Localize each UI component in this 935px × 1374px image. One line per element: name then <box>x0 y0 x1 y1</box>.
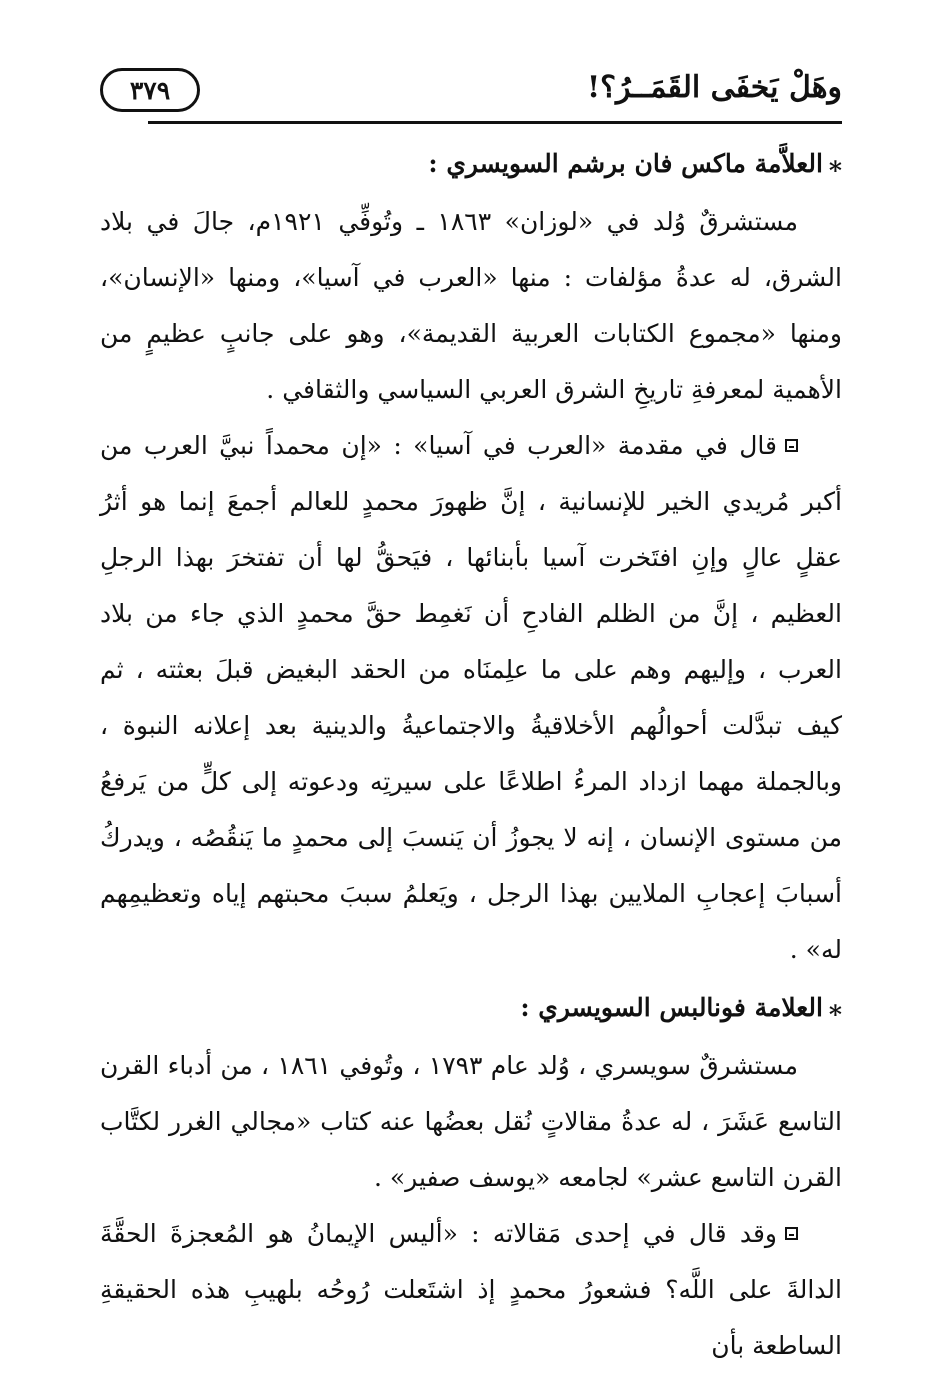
star-bullet-icon: ⁎ <box>828 993 842 1022</box>
biography-paragraph: مستشرقٌ سويسري ، وُلد عام ١٧٩٣ ، وتُوفي ١٨٦١ ، من أدباء القرن التاسع عَشَرَ ، له عدةُ مقالاتٍ نُقل بعضُها عنه كتاب «مجالي الغرر لكتَّاب القرن التاسع عشر» لجامعه «يوسف صفير» . <box>100 1051 842 1192</box>
section-heading <box>100 978 842 1038</box>
section-heading-text: العلاَّمة ماكس فان برشم السويسري : <box>428 149 823 178</box>
page-header <box>100 58 842 124</box>
biography-paragraph: مستشرقٌ وُلد في «لوزان» ١٨٦٣ ـ وتُوفِّي ١٩٢١م، جالَ في بلاد الشرق، له عدةُ مؤلفات : منها «العرب في آسيا»، ومنها «الإنسان»، ومنها «مجموع الكتابات العربية القديمة»، وهو على جانبٍ عظيمٍ من الأهمية لمعرفةِ تاريخِ الشرق العربي السياسي والثقافي . <box>100 207 842 404</box>
square-bullet-icon <box>785 1227 798 1240</box>
page-number: ٣٧٩ <box>129 75 171 105</box>
page-number-badge <box>100 68 200 112</box>
quote-text: وقد قال في إحدى مَقالاته : «أليس الإيمانُ هو المُعجزةَ الحقَّةَ الدالةَ على اللَّه؟ فشعورُ محمدٍ إذ اشتَعلت رُوحُه بلهيبِ هذه الحقيقةِ الساطعة بأن <box>100 1219 842 1360</box>
quote-text: قال في مقدمة «العرب في آسيا» : «إن محمداً نبيَّ العرب من أكبر مُريدي الخير للإنسانية ، إنَّ ظهورَ محمدٍ للعالم أجمعَ إنما هو أثرُ عقلٍ عالٍ وإنِ افتَخرت آسيا بأبنائها ، فيَحقُّ لها أن تفتخرَ بهذا الرجلِ العظيم ، إنَّ من الظلم الفادحِ أن نَغمِط حقَّ محمدٍ الذي جاء من بلاد العرب ، وإليهم وهم على ما علِمنَاه من الحقد البغيض قبلَ بعثته ، ثم كيف تبدَّلت أحوالُهم الأخلاقيةُ والاجتماعيةُ والدينية بعد إعلانه النبوة ، وبالجملة مهما ازداد المرءُ اطلاعًا على سيرتِه ودعوته إلى كلٍّ من يَرفعُ من مستوى الإنسان ، إنه لا يجوزُ أن يَنسبَ إلى محمدٍ ما يَنقُصُه ، ويدركُ أسبابَ إعجابِ الملايين بهذا الرجل ، ويَعلمُ سببَ محبتهم إياه وتعظيمِهم له» . <box>100 431 842 964</box>
quote-paragraph <box>100 1206 842 1374</box>
page-body <box>100 134 842 1374</box>
header-rule <box>148 121 842 124</box>
quote-paragraph <box>100 418 842 978</box>
running-title: وهَلْ يَخفَى القَمَــرُ؟! <box>586 70 842 105</box>
star-bullet-icon: ⁎ <box>828 149 842 178</box>
section-heading <box>100 134 842 194</box>
section-heading-text: العلامة فونالبس السويسري : <box>520 993 823 1022</box>
square-bullet-icon <box>785 439 798 452</box>
